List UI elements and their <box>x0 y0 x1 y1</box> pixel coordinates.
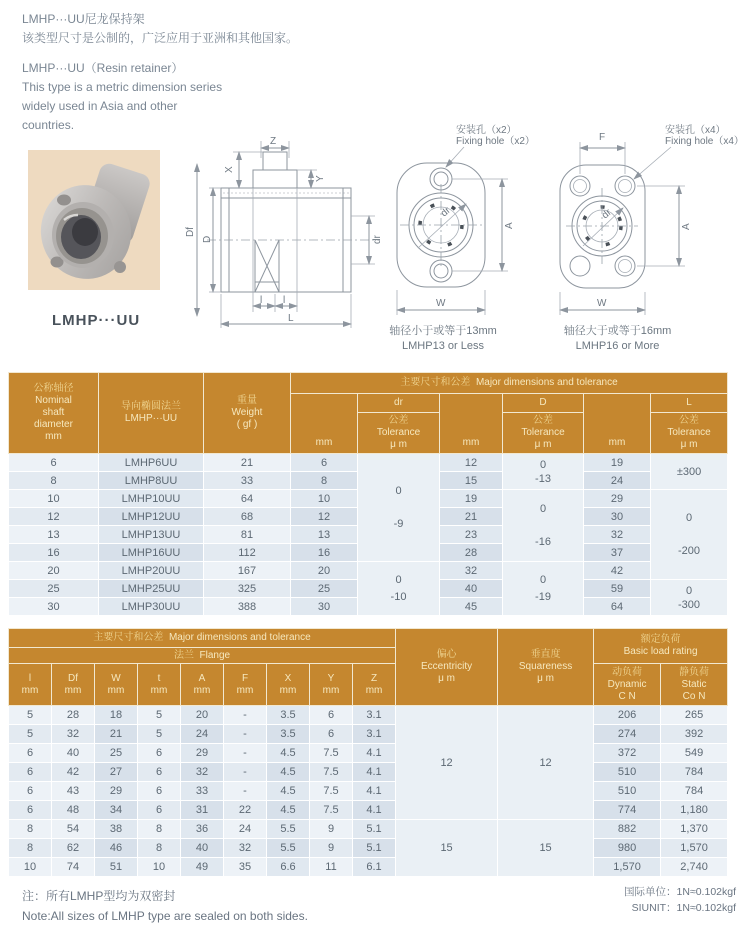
cell-f: - <box>224 744 267 763</box>
cell-d: 19 <box>440 490 503 508</box>
cell-a: 40 <box>181 839 224 858</box>
header-col-df: Df mm <box>52 664 95 706</box>
cell-f: - <box>224 782 267 801</box>
header-col-a: A mm <box>181 664 224 706</box>
dim-l2-label: l <box>283 295 286 306</box>
cell-z: 5.1 <box>353 839 396 858</box>
footer-note <box>22 886 308 926</box>
cell-shaft: 30 <box>9 598 99 616</box>
cell-df: 42 <box>52 763 95 782</box>
side-section-drawing <box>183 136 383 340</box>
cell-w: 25 <box>95 744 138 763</box>
cell-w: 46 <box>95 839 138 858</box>
cell-dynamic: 980 <box>594 839 661 858</box>
table-row <box>9 858 728 877</box>
header-flange: 法兰 Flange <box>9 648 396 664</box>
cell-y: 9 <box>310 820 353 839</box>
cell-d-tolerance: 0 -13 <box>503 454 584 490</box>
cell-t: 8 <box>138 839 181 858</box>
cell-dynamic: 774 <box>594 801 661 820</box>
cell-d: 12 <box>440 454 503 472</box>
header-major-dimensions: 主要尺寸和公差 Major dimensions and tolerance <box>9 629 396 648</box>
cell-w: 34 <box>95 801 138 820</box>
header-dr-tolerance: 公差 Tolerance μ m <box>358 413 440 454</box>
cell-shaft: 16 <box>9 544 99 562</box>
cell-static: 784 <box>661 782 728 801</box>
cell-x: 5.5 <box>267 839 310 858</box>
dim-df-label: Df <box>185 227 196 237</box>
dim-w-label: W <box>436 298 446 309</box>
dimensions-tolerance-table <box>8 372 728 616</box>
cell-x: 5.5 <box>267 820 310 839</box>
cell-df: 32 <box>52 725 95 744</box>
dim-L-label: L <box>288 313 294 324</box>
cell-a: 24 <box>181 725 224 744</box>
cell-y: 9 <box>310 839 353 858</box>
cell-df: 48 <box>52 801 95 820</box>
cell-weight: 167 <box>204 562 291 580</box>
cell-a: 49 <box>181 858 224 877</box>
cell-shaft: 6 <box>9 454 99 472</box>
cell-l: 19 <box>584 454 651 472</box>
cell-squareness: 12 <box>498 706 594 820</box>
cell-d: 40 <box>440 580 503 598</box>
cell-static: 265 <box>661 706 728 725</box>
cell-y: 7.5 <box>310 763 353 782</box>
cell-y: 7.5 <box>310 782 353 801</box>
cell-w: 38 <box>95 820 138 839</box>
cell-d: 45 <box>440 598 503 616</box>
flange-load-table <box>8 628 728 877</box>
flange-hole <box>57 195 71 206</box>
header-col-l: l mm <box>9 664 52 706</box>
cell-static: 1,370 <box>661 820 728 839</box>
header-eccentricity: 偏心 Eccentricity μ m <box>396 629 498 706</box>
header-major-dimensions: 主要尺寸和公差 Major dimensions and tolerance <box>291 373 728 394</box>
cell-f: - <box>224 725 267 744</box>
fixing-hole-x4-label-en: Fixing hole（x4） <box>665 136 744 147</box>
cell-y: 6 <box>310 725 353 744</box>
header-dim-l: L <box>651 394 728 413</box>
table-row <box>9 801 728 820</box>
cell-w: 29 <box>95 782 138 801</box>
cell-f: 24 <box>224 820 267 839</box>
cell-l: 6 <box>9 744 52 763</box>
cell-d: 23 <box>440 526 503 544</box>
dim-f-label: F <box>599 132 606 143</box>
intro-en-line3: countries. <box>22 118 75 132</box>
footer-units <box>516 884 736 916</box>
header-d-mm: mm <box>440 394 503 454</box>
cell-dr: 20 <box>291 562 358 580</box>
cell-l: 29 <box>584 490 651 508</box>
table-row <box>9 454 728 472</box>
cell-model: LMHP25UU <box>99 580 204 598</box>
cell-f: - <box>224 763 267 782</box>
footer-unit-cn: 国际单位：1N≈0.102kgf <box>624 886 736 898</box>
intro-en-line1: This type is a metric dimension series <box>22 80 223 94</box>
cell-d-tolerance: 0 -19 <box>503 562 584 616</box>
cell-x: 6.6 <box>267 858 310 877</box>
cell-y: 11 <box>310 858 353 877</box>
fixing-hole-x2-label-en: Fixing hole（x2） <box>456 136 535 147</box>
cell-static: 1,180 <box>661 801 728 820</box>
cell-weight: 81 <box>204 526 291 544</box>
cell-a: 33 <box>181 782 224 801</box>
four-hole-caption-en: LMHP16 or More <box>575 340 660 352</box>
cell-t: 10 <box>138 858 181 877</box>
two-hole-caption <box>378 324 508 354</box>
cell-dr: 12 <box>291 508 358 526</box>
cell-x: 4.5 <box>267 782 310 801</box>
header-dim-dr: dr <box>358 394 440 413</box>
cell-w: 18 <box>95 706 138 725</box>
cell-d-tolerance: 0 -16 <box>503 490 584 562</box>
cell-dr-tolerance: 0 -10 <box>358 562 440 616</box>
cell-l: 24 <box>584 472 651 490</box>
dim-dr-label: dr <box>372 235 383 244</box>
table-row <box>9 763 728 782</box>
header-l-mm: mm <box>584 394 651 454</box>
table-row <box>9 725 728 744</box>
cell-dynamic: 510 <box>594 763 661 782</box>
cell-d: 28 <box>440 544 503 562</box>
cell-x: 4.5 <box>267 744 310 763</box>
cell-w: 51 <box>95 858 138 877</box>
cell-static: 549 <box>661 744 728 763</box>
header-static-load: 静负荷 Static Co N <box>661 664 728 706</box>
cell-t: 5 <box>138 706 181 725</box>
dim-dr-label: dr <box>438 205 453 220</box>
intro-en-title: LMHP···UU（Resin retainer） <box>22 61 184 75</box>
header-basic-load-rating: 额定负荷 Basic load rating <box>594 629 728 664</box>
cell-x: 4.5 <box>267 763 310 782</box>
intro-en-line2: widely used in Asia and other <box>22 99 178 113</box>
intro-block <box>22 10 298 135</box>
footer-note-cn: 注：所有LMHP型均为双密封 <box>22 889 176 903</box>
cell-df: 28 <box>52 706 95 725</box>
intro-cn-desc: 该类型尺寸是公制的，广泛应用于亚洲和其他国家。 <box>22 31 299 45</box>
cell-model: LMHP16UU <box>99 544 204 562</box>
header-weight: 重量 Weight ( gf ) <box>204 373 291 454</box>
cell-shaft: 20 <box>9 562 99 580</box>
header-dim-d: D <box>503 394 584 413</box>
cell-l: 8 <box>9 820 52 839</box>
cell-dynamic: 1,570 <box>594 858 661 877</box>
table-row <box>9 706 728 725</box>
cell-shaft: 8 <box>9 472 99 490</box>
cell-dynamic: 206 <box>594 706 661 725</box>
cell-weight: 112 <box>204 544 291 562</box>
header-nominal-shaft: 公称轴径 Nominal shaft diameter mm <box>9 373 99 454</box>
cell-w: 27 <box>95 763 138 782</box>
cell-model: LMHP10UU <box>99 490 204 508</box>
cell-weight: 68 <box>204 508 291 526</box>
cell-l: 37 <box>584 544 651 562</box>
cell-df: 74 <box>52 858 95 877</box>
cell-weight: 21 <box>204 454 291 472</box>
cell-t: 8 <box>138 820 181 839</box>
cell-df: 43 <box>52 782 95 801</box>
cell-y: 7.5 <box>310 801 353 820</box>
cell-l: 6 <box>9 763 52 782</box>
four-hole-caption-cn: 轴径大于或等于16mm <box>563 325 672 337</box>
front-view-four-hole-drawing <box>545 122 750 322</box>
cell-l: 64 <box>584 598 651 616</box>
header-col-x: X mm <box>267 664 310 706</box>
cell-w: 21 <box>95 725 138 744</box>
front-view-two-hole-drawing <box>380 122 555 322</box>
cell-model: LMHP30UU <box>99 598 204 616</box>
header-col-f: F mm <box>224 664 267 706</box>
cell-model: LMHP12UU <box>99 508 204 526</box>
cell-static: 1,570 <box>661 839 728 858</box>
table-row <box>9 820 728 839</box>
cell-a: 29 <box>181 744 224 763</box>
cell-shaft: 25 <box>9 580 99 598</box>
header-col-t: t mm <box>138 664 181 706</box>
cell-dr: 10 <box>291 490 358 508</box>
cell-l: 30 <box>584 508 651 526</box>
cell-d: 32 <box>440 562 503 580</box>
cell-df: 54 <box>52 820 95 839</box>
cell-a: 31 <box>181 801 224 820</box>
cell-l: 59 <box>584 580 651 598</box>
cell-x: 4.5 <box>267 801 310 820</box>
header-dynamic-load: 动负荷 Dynamic C N <box>594 664 661 706</box>
cell-l-tolerance: 0 -200 <box>651 490 728 580</box>
four-hole-caption <box>545 324 690 354</box>
table-row <box>9 744 728 763</box>
cell-shaft: 12 <box>9 508 99 526</box>
cell-l: 5 <box>9 725 52 744</box>
cell-y: 6 <box>310 706 353 725</box>
header-model: 导向椭圆法兰 LMHP···UU <box>99 373 204 454</box>
cell-dr: 13 <box>291 526 358 544</box>
cell-z: 4.1 <box>353 744 396 763</box>
dim-l1-label: l <box>260 295 263 306</box>
cell-shaft: 10 <box>9 490 99 508</box>
cell-model: LMHP8UU <box>99 472 204 490</box>
cell-static: 784 <box>661 763 728 782</box>
cell-l: 42 <box>584 562 651 580</box>
cell-df: 40 <box>52 744 95 763</box>
cell-dynamic: 510 <box>594 782 661 801</box>
flange-hole <box>114 261 126 273</box>
cell-model: LMHP20UU <box>99 562 204 580</box>
cell-f: - <box>224 706 267 725</box>
header-squareness: 垂直度 Squareness μ m <box>498 629 594 706</box>
cell-l: 32 <box>584 526 651 544</box>
cell-eccentricity: 12 <box>396 706 498 820</box>
cell-dr: 8 <box>291 472 358 490</box>
table-row <box>9 782 728 801</box>
cell-model: LMHP13UU <box>99 526 204 544</box>
cell-l-tolerance: ±300 <box>651 454 728 490</box>
cell-f: 32 <box>224 839 267 858</box>
cell-dr-tolerance: 0 -9 <box>358 454 440 562</box>
cell-t: 6 <box>138 801 181 820</box>
two-hole-caption-cn: 轴径小于或等于13mm <box>389 325 497 337</box>
cell-d: 21 <box>440 508 503 526</box>
cell-l: 5 <box>9 706 52 725</box>
footer-note-en: Note:All sizes of LMHP type are sealed on both sides. <box>22 909 308 923</box>
cell-z: 6.1 <box>353 858 396 877</box>
cell-eccentricity: 15 <box>396 820 498 877</box>
cell-dynamic: 274 <box>594 725 661 744</box>
header-dr-mm: mm <box>291 394 358 454</box>
cell-squareness: 15 <box>498 820 594 877</box>
fixing-hole-x2-label-cn: 安装孔（x2） <box>456 125 517 136</box>
cell-weight: 325 <box>204 580 291 598</box>
cell-l: 10 <box>9 858 52 877</box>
cell-static: 2,740 <box>661 858 728 877</box>
cell-z: 3.1 <box>353 725 396 744</box>
cell-dynamic: 882 <box>594 820 661 839</box>
table-row <box>9 839 728 858</box>
header-d-tolerance: 公差 Tolerance μ m <box>503 413 584 454</box>
cell-dr: 16 <box>291 544 358 562</box>
cell-x: 3.5 <box>267 706 310 725</box>
cell-l: 8 <box>9 839 52 858</box>
intro-cn-title: LMHP···UU尼龙保持架 <box>22 12 145 26</box>
cell-z: 5.1 <box>353 820 396 839</box>
cell-z: 3.1 <box>353 706 396 725</box>
fixing-hole-x4-label-cn: 安装孔（x4） <box>665 125 726 136</box>
dim-a-label: A <box>681 223 692 230</box>
dim-d-label: D <box>202 235 213 243</box>
cell-df: 62 <box>52 839 95 858</box>
cell-weight: 388 <box>204 598 291 616</box>
cell-dr: 25 <box>291 580 358 598</box>
photo-label: LMHP···UU <box>52 312 141 329</box>
cell-a: 36 <box>181 820 224 839</box>
footer-unit-en: SIUNIT：1N≈0.102kgf <box>631 902 736 914</box>
cell-x: 3.5 <box>267 725 310 744</box>
cell-z: 4.1 <box>353 763 396 782</box>
cell-l: 6 <box>9 801 52 820</box>
dim-z-label: Z <box>270 136 277 147</box>
cell-z: 4.1 <box>353 782 396 801</box>
cell-f: 22 <box>224 801 267 820</box>
table-row <box>9 562 728 580</box>
dim-w-label: W <box>597 298 607 309</box>
product-photo <box>28 150 160 290</box>
header-l-tolerance: 公差 Tolerance μ m <box>651 413 728 454</box>
header-col-y: Y mm <box>310 664 353 706</box>
cell-static: 392 <box>661 725 728 744</box>
bearing-bore-inner <box>72 218 98 246</box>
cell-y: 7.5 <box>310 744 353 763</box>
cell-dr: 6 <box>291 454 358 472</box>
cell-t: 6 <box>138 744 181 763</box>
cell-t: 6 <box>138 782 181 801</box>
cell-d: 15 <box>440 472 503 490</box>
cell-a: 32 <box>181 763 224 782</box>
cell-shaft: 13 <box>9 526 99 544</box>
cell-model: LMHP6UU <box>99 454 204 472</box>
cell-weight: 64 <box>204 490 291 508</box>
two-hole-caption-en: LMHP13 or Less <box>402 340 484 352</box>
header-col-w: W mm <box>95 664 138 706</box>
cell-dynamic: 372 <box>594 744 661 763</box>
cell-f: 35 <box>224 858 267 877</box>
cell-t: 5 <box>138 725 181 744</box>
cell-l: 6 <box>9 782 52 801</box>
dim-x-label: X <box>224 166 235 173</box>
cell-a: 20 <box>181 706 224 725</box>
cell-dr: 30 <box>291 598 358 616</box>
cell-t: 6 <box>138 763 181 782</box>
header-col-z: Z mm <box>353 664 396 706</box>
cell-z: 4.1 <box>353 801 396 820</box>
dim-dr-label: dr <box>599 207 614 222</box>
dim-y-label: Y <box>315 175 326 182</box>
cell-l-tolerance: 0 -300 <box>651 580 728 616</box>
cell-weight: 33 <box>204 472 291 490</box>
dim-a-label: A <box>504 222 515 229</box>
